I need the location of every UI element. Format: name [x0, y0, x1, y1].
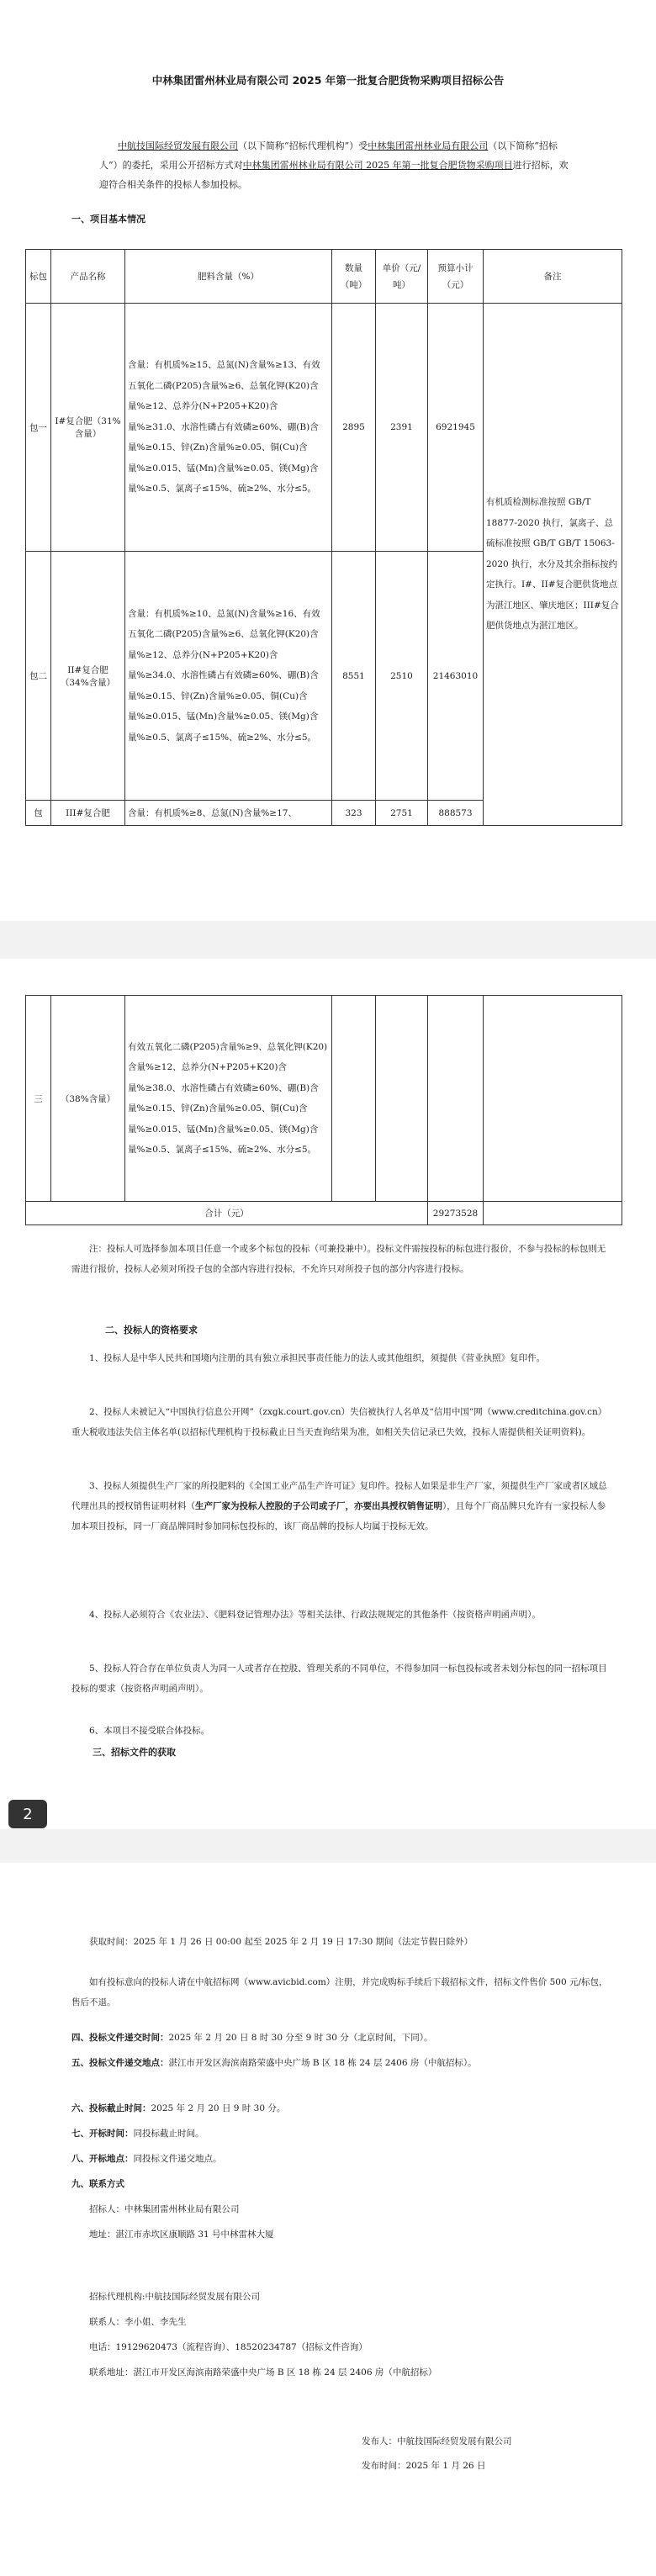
content-cell: 含量：有机质%≥10、总氮(N)含量%≥16、有效五氧化二磷(P205)含量%≥6、总氧化钾(K20)含量%≥12、总养分(N+P205+K20)含量%≥34.0、水溶性磷占有效磷≥60%、硼(B)含量%≥0.15、锌(Zn)含量%≥0.05、铜(Cu)含量%≥0.015、锰(Mn)含量%≥0.05、镁(Mg)含量%≥0.5、氯离子≤15%、硫≥2%、水分≤5。: [125, 552, 332, 801]
qty-cell: 8551: [332, 552, 376, 801]
acquire-method: 如有投标意向的投标人请在中航招标网（www.avicbid.com）注册，并完成购标手续后下载招标文件，招标文件售价 500 元/标包，售后不退。: [71, 1977, 608, 2007]
intro-text-2: （以下简称“招标人”）的委托，采用公开招标方式对: [99, 140, 558, 171]
header-remark: 备注: [484, 250, 622, 304]
pkg-cell: 三: [26, 996, 51, 1202]
name-cell: I#复合肥（31%含量）: [51, 304, 125, 552]
qualification-6: 6、本项目不接受联合体投标。: [89, 1726, 210, 1736]
price-cell: [376, 996, 428, 1202]
page-3: [0, 1863, 656, 2576]
section-8-label: 八、开标地点：: [71, 2154, 134, 2164]
qualification-5: 5、投标人符合存在单位负责人为同一人或者存在控股、管理关系的不同单位，不得参加同一标包投标或者未划分标包的同一招标项目投标的要求（按资格声明函声明）。: [71, 1664, 607, 1694]
qualification-2: 2、投标人未被记入“中国执行信息公开网”（zxgk.court.gov.cn）失信被执行人名单及“信用中国”网（www.creditchina.gov.cn）重大税收违法失信主体名单(以招标代理机构于投标截止日当天查询结果为准，如相关失信记录已失效，投标人需提供相关证明资料)。: [71, 1407, 607, 1437]
page-separator: [0, 921, 656, 959]
total-value: 29273528: [428, 1202, 484, 1225]
content-cell: 有效五氧化二磷(P205)含量%≥9、总氧化钾(K20)含量%≥12、总养分(N+P205+K20)含量%≥38.0、水溶性磷占有效磷≥60%、硼(B)含量%≥0.15、锌(Zn)含量%≥0.05、铜(Cu)含量%≥0.015、锰(Mn)含量%≥0.05、镁(Mg)含量%≥0.5、氯离子≤15%、硫≥2%、水分≤5。: [125, 996, 332, 1202]
header-pkg: 标包: [26, 250, 51, 304]
qualification-3-emphasis: 生产厂家为投标人控股的子公司或子厂，亦要出具授权销售证明: [195, 1501, 442, 1511]
page-1: [0, 0, 656, 921]
page-separator: [0, 1829, 656, 1863]
budget-cell: 21463010: [428, 552, 484, 801]
pkg-cell: 包一: [26, 304, 51, 552]
qualification-1: 1、投标人是中华人民共和国境内注册的具有独立承担民事责任能力的法人或其他组织，须提供《营业执照》复印件。: [89, 1353, 546, 1363]
section-heading-1: 一、项目基本情况: [71, 214, 145, 225]
project-table: [25, 249, 622, 826]
page-number-badge: 2: [8, 1800, 47, 1828]
section-8-text: 同投标文件递交地点。: [133, 2154, 222, 2164]
section-4: [71, 2028, 610, 2048]
price-cell: 2751: [376, 801, 428, 826]
remark-cell: 有机质检测标准按照 GB/T 18877-2020 执行，氯离子、总硫标准按照 GB/T GB/T 15063-2020 执行，水分及其余指标按约定执行。I#、II#复合肥供货地点为湛江地区、肇庆地区；III#复合肥供货地点为湛江地区。: [484, 304, 622, 826]
contact-tenderer-address: 地址：湛江市赤坎区康顺路 31 号中林雷林大厦: [89, 2230, 274, 2240]
section-5-label: 五、投标文件递交地点：: [71, 2058, 169, 2068]
content-cell: 含量：有机质%≥8、总氮(N)含量%≥17、: [125, 801, 332, 826]
agent-name: 中航技国际经贸发展有限公司: [118, 140, 238, 151]
qualification-3-text-b: ），且每个厂商品牌只允许有一家投标人参加本项目投标，同一厂商品牌同时参加同标包投标的，该厂商品牌的投标人均属于投标无效。: [71, 1501, 606, 1531]
publisher: 发布人：中航技国际经贸发展有限公司: [362, 2436, 512, 2446]
pkg-cell: 包: [26, 801, 51, 826]
contact-phone: 电话：19129620473（流程咨询）、18520234787（招标文件咨询）: [89, 2342, 368, 2352]
header-budget: 预算小计（元）: [428, 250, 484, 304]
table-row: [26, 996, 622, 1202]
qty-cell: 323: [332, 801, 376, 826]
intro-text-3: 进行招标，欢迎符合相关条件的投标人参加投标。: [99, 160, 569, 190]
qualification-3: [71, 1476, 610, 1537]
section-4-label: 四、投标文件递交时间：: [71, 2033, 169, 2043]
section-5-text: 湛江市开发区海滨南路荣盛中央广场 B 区 18 栋 24 层 2406 房（中航招标）。: [168, 2058, 477, 2068]
qty-cell: 2895: [332, 304, 376, 552]
acquire-time: 获取时间：2025 年 1 月 26 日 00:00 起至 2025 年 2 月 19 日 17:30 期间（法定节假日除外）: [89, 1937, 473, 1947]
price-cell: 2391: [376, 304, 428, 552]
contact-tenderer: 招标人：中林集团雷州林业局有限公司: [89, 2204, 240, 2214]
pkg-cell: 包二: [26, 552, 51, 801]
section-8: [71, 2149, 610, 2169]
project-table-continued: [25, 995, 622, 1225]
section-6: [71, 2098, 610, 2118]
section-6-label: 六、投标截止时间：: [71, 2103, 151, 2113]
price-cell: 2510: [376, 552, 428, 801]
budget-cell: 6921945: [428, 304, 484, 552]
qty-cell: [332, 996, 376, 1202]
budget-cell: [428, 996, 484, 1202]
content-cell: 含量：有机质%≥15、总氮(N)含量%≥13、有效五氧化二磷(P205)含量%≥6、总氧化钾(K20)含量%≥12、总养分(N+P205+K20)含量%≥31.0、水溶性磷占有效磷≥60%、硼(B)含量%≥0.15、锌(Zn)含量%≥0.05、铜(Cu)含量%≥0.015、锰(Mn)含量%≥0.05、镁(Mg)含量%≥0.5、氯离子≤15%、硫≥2%、水分≤5。: [125, 304, 332, 552]
bidding-note: 注：投标人可选择参加本项目任意一个或多个标包的投标（可兼投兼中）。投标文件需按投标的标包进行报价，不参与投标的标包则无需进行报价，投标人必须对所投子包的全部内容进行投标，不允许只对所投子包的部分内容进行投标。: [71, 1244, 606, 1274]
section-7-label: 七、开标时间：: [71, 2129, 134, 2139]
header-price: 单价（元/吨）: [376, 250, 428, 304]
total-row: [26, 1202, 622, 1225]
contact-agent-address: 联系地址：湛江市开发区海滨南路荣盛中央广场 B 区 18 栋 24 层 2406 房（中航招标）: [89, 2367, 437, 2378]
page-title: 中林集团雷州林业局有限公司 2025 年第一批复合肥货物采购项目招标公告: [151, 74, 505, 87]
intro-text-1: （以下简称“招标代理机构”）受: [238, 140, 368, 151]
header-content: 肥料含量（%）: [125, 250, 332, 304]
budget-cell: 888573: [428, 801, 484, 826]
total-label: 合计（元）: [26, 1202, 428, 1225]
section-heading-3: 三、招标文件的获取: [93, 1747, 176, 1758]
section-7: [71, 2124, 610, 2144]
header-name: 产品名称: [51, 250, 125, 304]
table-header-row: [26, 250, 622, 304]
section-4-text: 2025 年 2 月 20 日 8 时 30 分至 9 时 30 分（北京时间，下同）。: [168, 2033, 433, 2043]
intro-paragraph: [99, 136, 574, 194]
qualification-4: 4、投标人必须符合《农业法》、《肥料登记管理办法》等相关法律、行政法规规定的其他条件（按资格声明函声明）。: [89, 1610, 541, 1620]
name-cell: II#复合肥（34%含量）: [51, 552, 125, 801]
publish-date: 发布时间：2025 年 1 月 26 日: [362, 2461, 486, 2471]
project-name: 中林集团雷州林业局有限公司 2025 年第一批复合肥货物采购项目: [242, 160, 513, 171]
table-row: [26, 304, 622, 552]
owner-name: 中林集团雷州林业局有限公司: [368, 140, 489, 151]
name-cell: III#复合肥: [51, 801, 125, 826]
section-9-label: 九、联系方式: [71, 2179, 124, 2189]
section-7-text: 同投标截止时间。: [133, 2129, 204, 2139]
contact-person: 联系人：李小姐、李先生: [89, 2317, 187, 2327]
section-9: [71, 2174, 610, 2194]
remark-cell: [484, 996, 622, 1202]
contact-agent: 招标代理机构:中航技国际经贸发展有限公司: [89, 2292, 261, 2302]
name-cell: （38%含量）: [51, 996, 125, 1202]
section-heading-2: 二、投标人的资格要求: [105, 1325, 198, 1336]
total-remark-cell: [484, 1202, 622, 1225]
qualification-3-text-a: 3、投标人须提供生产厂家的所投肥料的《全国工业产品生产许可证》复印件。投标人如果是非生产厂家，须提供生产厂家或者区域总代理出具的授权销售证明材料（: [71, 1481, 607, 1511]
section-6-text: 2025 年 2 月 20 日 9 时 30 分。: [151, 2103, 286, 2113]
section-5: [71, 2053, 610, 2073]
header-qty: 数量（吨）: [332, 250, 376, 304]
